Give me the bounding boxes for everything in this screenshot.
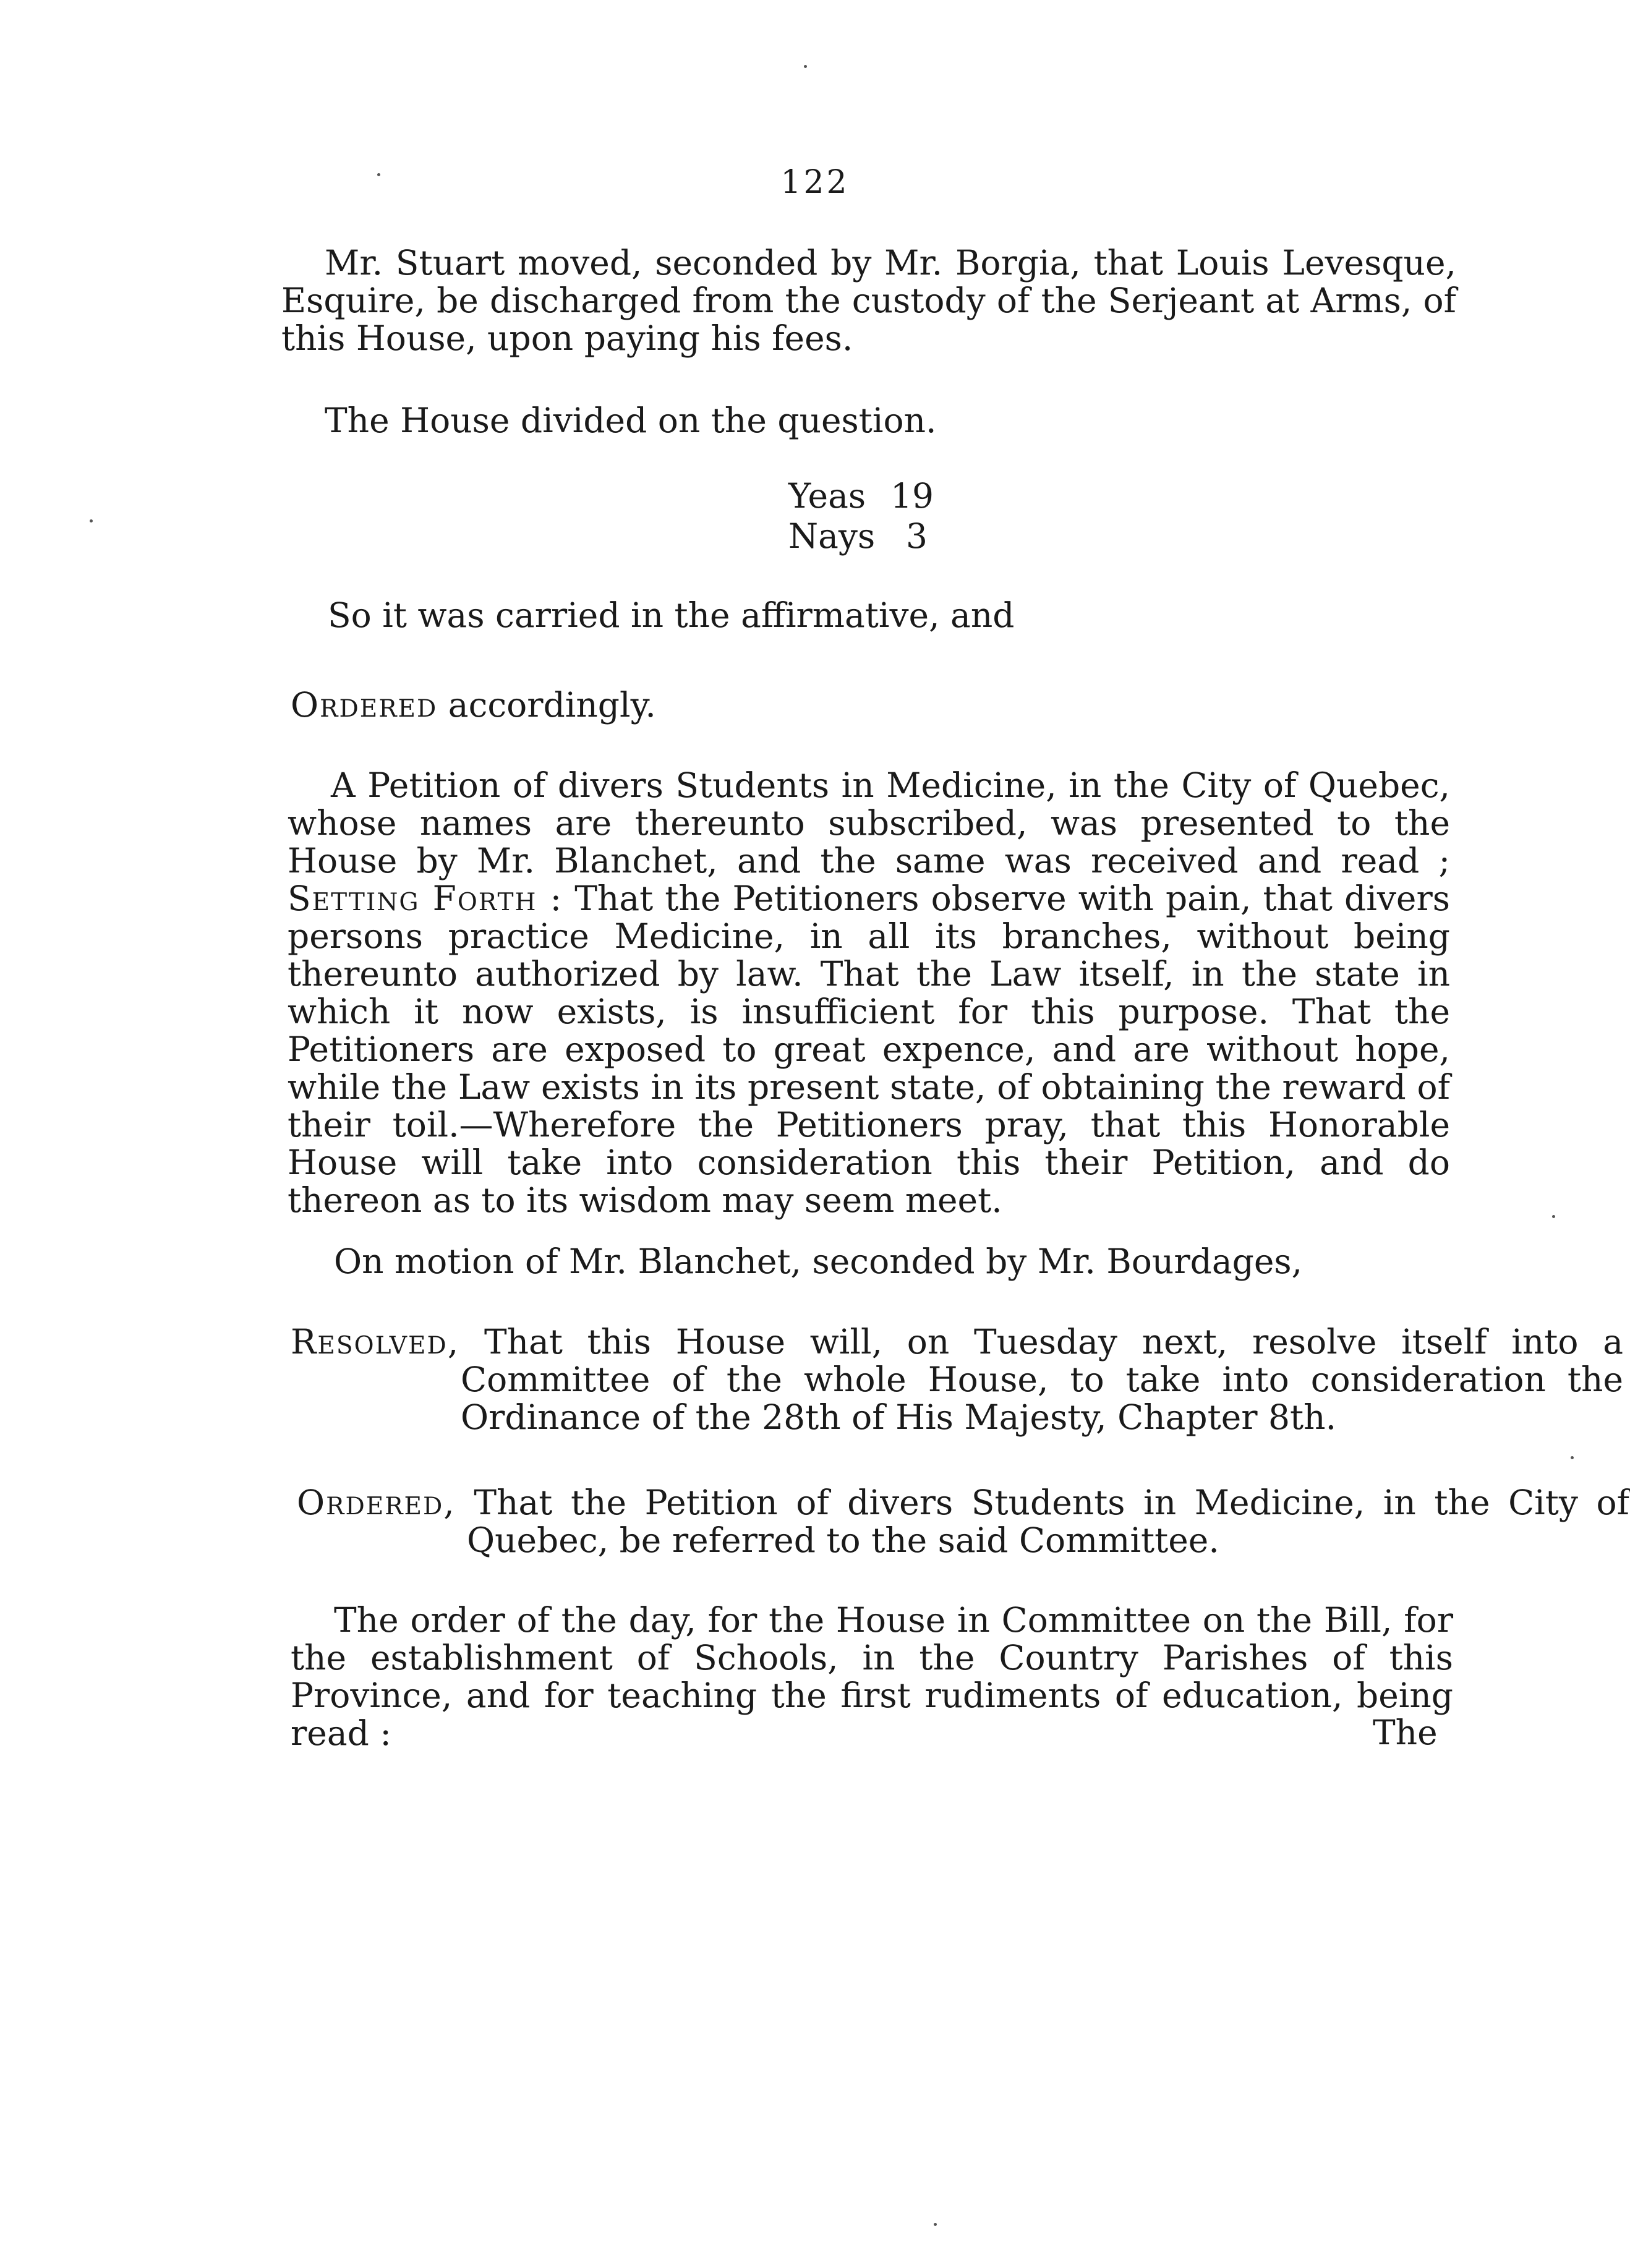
resolved-lead: Resolved, [291, 1322, 460, 1362]
carried-paragraph: So it was carried in the affirmative, and [328, 595, 1015, 635]
page-number: 122 [780, 164, 850, 201]
motion-blanchet-paragraph: On motion of Mr. Blanchet, seconded by Mr. Bourdages, [334, 1242, 1303, 1281]
ordered-text: accordingly. [437, 685, 656, 725]
ordered-referral-lead: Ordered, [297, 1483, 456, 1522]
paper-speck [804, 65, 807, 68]
ordered-lead: Ordered [291, 685, 438, 725]
paper-speck [377, 173, 380, 176]
division-paragraph: The House divided on the question. [325, 401, 937, 440]
resolved-text: That this House will, on Tuesday next, resolve itself into a Committee of the whole House, to take into consideration the Ordinance of the 28th of His Majesty, Chapter 8th. [459, 1322, 1623, 1437]
resolved-paragraph [291, 1323, 1623, 1436]
motion-paragraph: Mr. Stuart moved, seconded by Mr. Borgia, that Louis Levesque, Esquire, be discharged from the custody of the Serjeant at Arms, of this House, upon paying his fees. [281, 243, 1456, 358]
setting-forth-lead: Setting Forth : [288, 879, 563, 918]
order-of-day-paragraph: The order of the day, for the House in Committee on the Bill, for the establishment of Schools, in the Country Parishes of this Province, and for teaching the first rudiments of education, being read : [291, 1600, 1453, 1753]
paper-speck [90, 519, 93, 522]
catchword: The [1373, 1713, 1438, 1752]
paper-speck [1571, 1456, 1574, 1459]
ordered-referral-text: That the Petition of divers Students in Medicine, in the City of Quebec, be referred to the said Committee. [455, 1483, 1629, 1560]
yeas-label: Yeas [788, 476, 866, 516]
petition-body: That the Petitioners observe with pain, that divers persons practice Medicine, in all its branches, without being thereunto authorized by law. That the Law itself, in the state in which it now exists, is insufficient for this purpose. That the Petitioners are exposed to great expence, and are without hope, while the Law exists in its present state, of obtaining the reward of their toil.—Wherefore the Petitioners pray, that this Honorable House will take into consideration this their Petition, and do thereon as to its wisdom may seem meet. [288, 879, 1450, 1220]
nays-label: Nays [788, 516, 876, 556]
ordered-referral-paragraph [297, 1484, 1629, 1559]
vote-nays [788, 516, 928, 556]
ordered-paragraph [291, 686, 1404, 724]
yeas-count: 19 [890, 476, 934, 516]
paper-speck [934, 2223, 937, 2226]
nays-count: 3 [906, 516, 928, 556]
vote-yeas [788, 476, 934, 516]
paper-speck [1552, 1215, 1555, 1218]
petition-intro: A Petition of divers Students in Medicine, in the City of Quebec, whose names are thereunto subscribed, was presented to the House by Mr. Blanchet, and the same was received and read ; [288, 765, 1450, 880]
petition-paragraph [288, 767, 1450, 1219]
